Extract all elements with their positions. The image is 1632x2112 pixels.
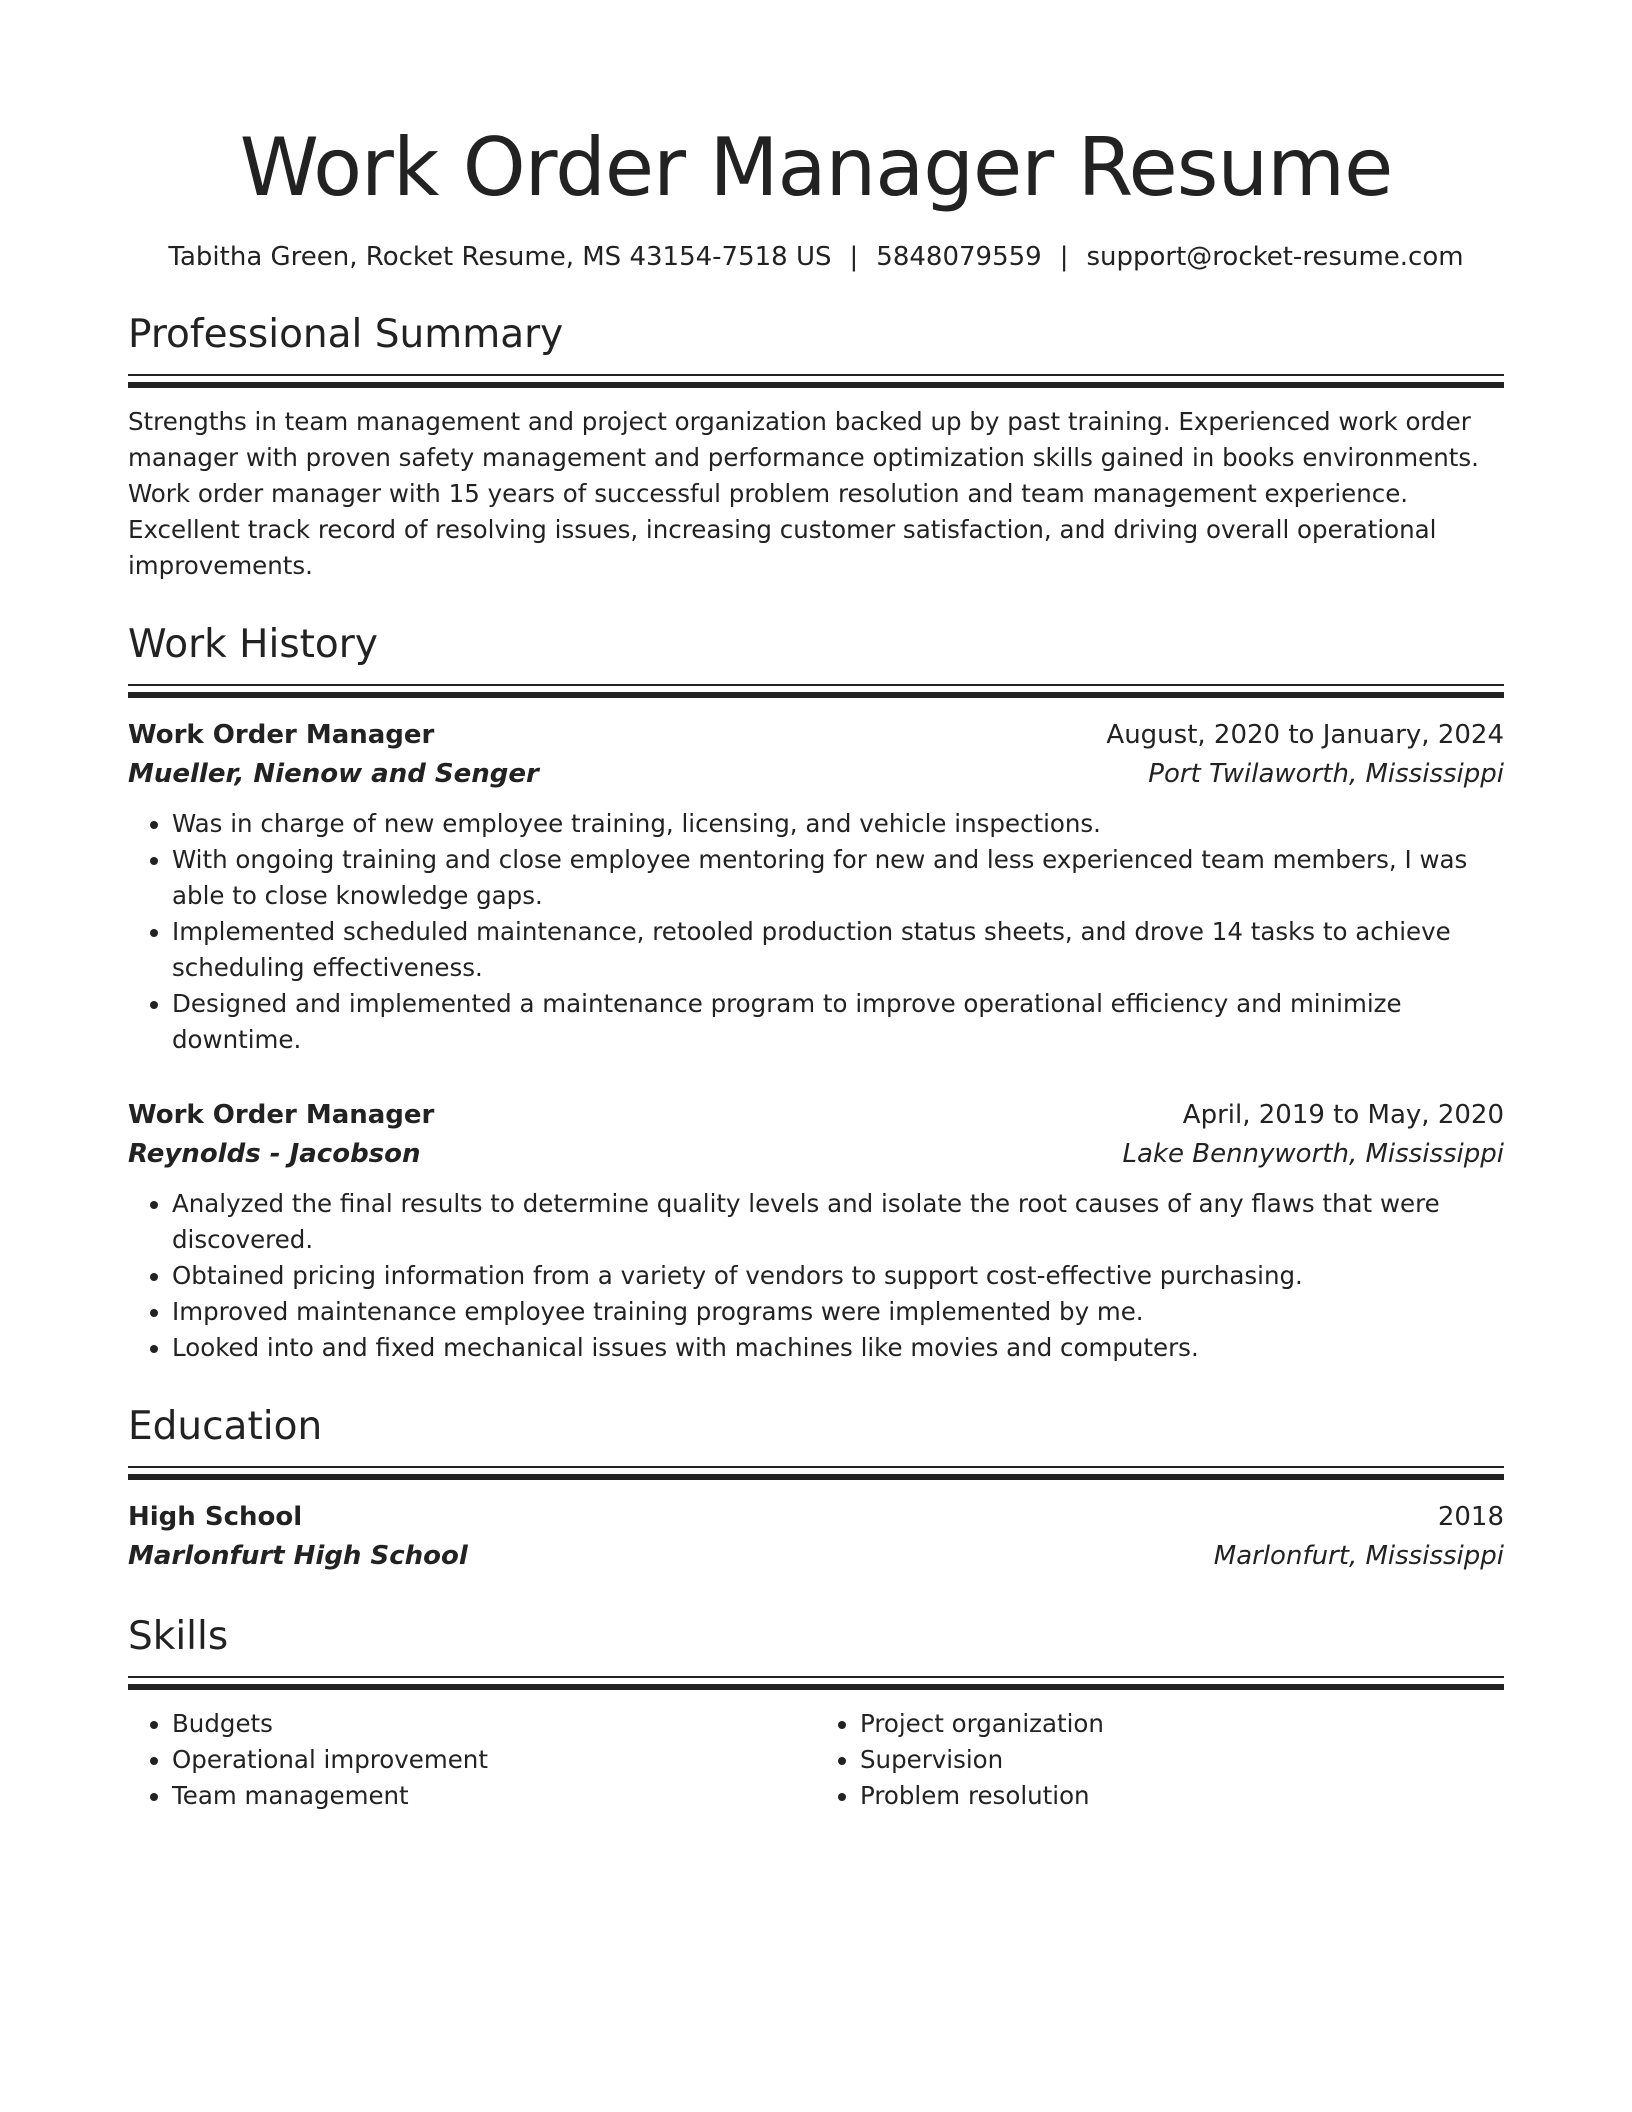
section-heading: Education bbox=[128, 1404, 323, 1449]
section-heading: Skills bbox=[128, 1614, 229, 1659]
education-entry bbox=[128, 1498, 1504, 1576]
section-heading: Work History bbox=[128, 622, 378, 667]
job-dates: April, 2019 to May, 2020 bbox=[1182, 1100, 1504, 1130]
skills-columns bbox=[128, 1706, 1504, 1814]
skill-item: • Project organization bbox=[860, 1706, 1504, 1742]
summary-text: Strengths in team management and project organization backed up by past training. Experienced work order manager with proven safety management and performance optimization skills gained in books environments. Work order manager with 15 years of successful problem resolution and team management experience. Excellent track record of resolving issues, increasing customer satisfaction, and driving overall operational improvements. bbox=[128, 407, 1479, 580]
education-section bbox=[128, 1402, 1504, 1576]
skills-list-left bbox=[128, 1706, 816, 1814]
education-school: Marlonfurt High School bbox=[128, 1541, 468, 1571]
section-divider bbox=[128, 1676, 1504, 1690]
job-bullets bbox=[128, 806, 1504, 1058]
job-bullet: • Obtained pricing information from a variety of vendors to support cost-effective purchasing. bbox=[172, 1258, 1504, 1294]
skill-item: • Budgets bbox=[172, 1706, 816, 1742]
job-company: Mueller, Nienow and Senger bbox=[128, 759, 539, 789]
job-role: Work Order Manager bbox=[128, 1100, 435, 1130]
contact-phone: 5848079559 bbox=[876, 242, 1042, 272]
job-bullet: • Was in charge of new employee training, licensing, and vehicle inspections. bbox=[172, 806, 1504, 842]
work-history-section bbox=[128, 620, 1504, 1366]
skill-item: • Team management bbox=[172, 1778, 816, 1814]
contact-email: support@rocket-resume.com bbox=[1086, 242, 1464, 272]
job-location: Lake Bennyworth, Mississippi bbox=[1122, 1139, 1504, 1169]
section-divider bbox=[128, 1466, 1504, 1480]
job-bullet: • Looked into and fixed mechanical issues with machines like movies and computers. bbox=[172, 1330, 1504, 1366]
job-bullet: • With ongoing training and close employee mentoring for new and less experienced team members, I was able to close knowledge gaps. bbox=[172, 842, 1504, 914]
job-entry bbox=[128, 1096, 1504, 1366]
job-bullet: • Implemented scheduled maintenance, retooled production status sheets, and drove 14 tasks to achieve scheduling effectiveness. bbox=[172, 914, 1504, 986]
skills-section bbox=[128, 1612, 1504, 1814]
job-company: Reynolds - Jacobson bbox=[128, 1139, 421, 1169]
job-bullets bbox=[128, 1186, 1504, 1366]
job-bullet: • Analyzed the final results to determine quality levels and isolate the root causes of any flaws that were discovered. bbox=[172, 1186, 1504, 1258]
section-divider bbox=[128, 374, 1504, 388]
contact-address: Tabitha Green, Rocket Resume, MS 43154-7518 US bbox=[168, 242, 832, 272]
skill-item: • Supervision bbox=[860, 1742, 1504, 1778]
section-heading: Professional Summary bbox=[128, 312, 564, 357]
summary-section bbox=[128, 310, 1504, 584]
job-location: Port Twilaworth, Mississippi bbox=[1148, 759, 1504, 789]
education-location: Marlonfurt, Mississippi bbox=[1213, 1541, 1504, 1571]
resume-title: Work Order Manager Resume bbox=[239, 121, 1393, 214]
job-bullet: • Designed and implemented a maintenance program to improve operational efficiency and minimize downtime. bbox=[172, 986, 1504, 1058]
job-role: Work Order Manager bbox=[128, 720, 435, 750]
skill-item: • Problem resolution bbox=[860, 1778, 1504, 1814]
job-entry bbox=[128, 716, 1504, 1058]
job-bullet: • Improved maintenance employee training programs were implemented by me. bbox=[172, 1294, 1504, 1330]
contact-separator: | bbox=[1059, 242, 1069, 272]
contact-separator: | bbox=[849, 242, 859, 272]
skill-item: • Operational improvement bbox=[172, 1742, 816, 1778]
skills-list-right bbox=[816, 1706, 1504, 1814]
contact-line bbox=[128, 240, 1504, 274]
job-dates: August, 2020 to January, 2024 bbox=[1106, 720, 1504, 750]
education-degree: High School bbox=[128, 1502, 303, 1532]
section-divider bbox=[128, 684, 1504, 698]
education-year: 2018 bbox=[1437, 1502, 1504, 1532]
